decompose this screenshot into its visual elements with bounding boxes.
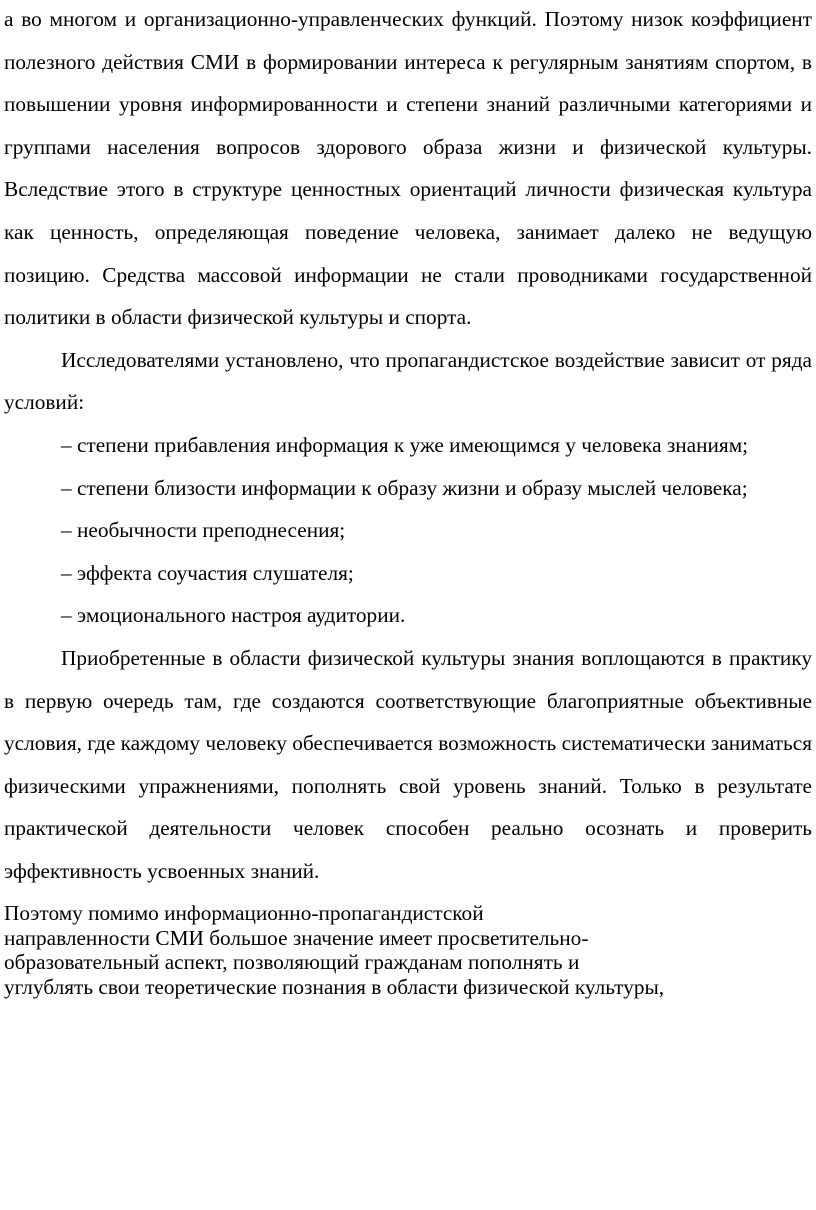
paragraph-research-conditions: Исследователями установлено, что пропагандистское воздействие зависит от ряда условий: [4, 347, 812, 415]
paragraph-acquired-knowledge: Приобретенные в области физической культуры знания воплощаются в практику в первую очередь там, где создаются соответствующие благоприятные объективные условия, где каждому человеку обеспечивается возможность систематически заниматься физическими упражнениями, пополнять свой уровень знаний. Только в результате практической деятельности человек способен реально осознать и проверить эффективность усвоенных знаний. [4, 645, 812, 883]
list-item-audience-mood: – эмоционального настроя аудитории. [61, 603, 406, 628]
paragraph-educational-aspect [4, 901, 784, 999]
tail-line: образовательный аспект, позволяющий гражданам пополнять и [4, 950, 580, 975]
list-item-unusual-presentation: – необычности преподнесения; [61, 518, 346, 543]
document-page [4, 0, 812, 999]
tail-line: Поэтому помимо информационно-пропагандистской [4, 901, 484, 926]
list-item-listener-participation: – эффекта соучастия слушателя; [61, 560, 354, 585]
tail-line: направленности СМИ большое значение имеет просветительно- [4, 925, 589, 950]
list-item-information-addition: – степени прибавления информация к уже имеющимся у человека знаниям; [61, 432, 749, 457]
paragraph-media-efficiency: а во многом и организационно-управленческих функций. Поэтому низок коэффициент полезного действия СМИ в формировании интереса к регулярным занятиям спортом, в повышении уровня информированности и степени знаний различными категориями и группами населения вопросов здорового образа жизни и физической культуры. Вследствие этого в структуре ценностных ориентаций личности физическая культура как ценность, определяющая поведение человека, занимает далеко не ведущую позицию. Средства массовой информации не стали проводниками государственной политики в области физической культуры и спорта. [4, 7, 812, 330]
list-item-information-closeness: – степени близости информации к образу жизни и образу мыслей человека; [61, 475, 748, 500]
tail-line: углублять свои теоретические познания в области физической культуры, [4, 974, 665, 999]
